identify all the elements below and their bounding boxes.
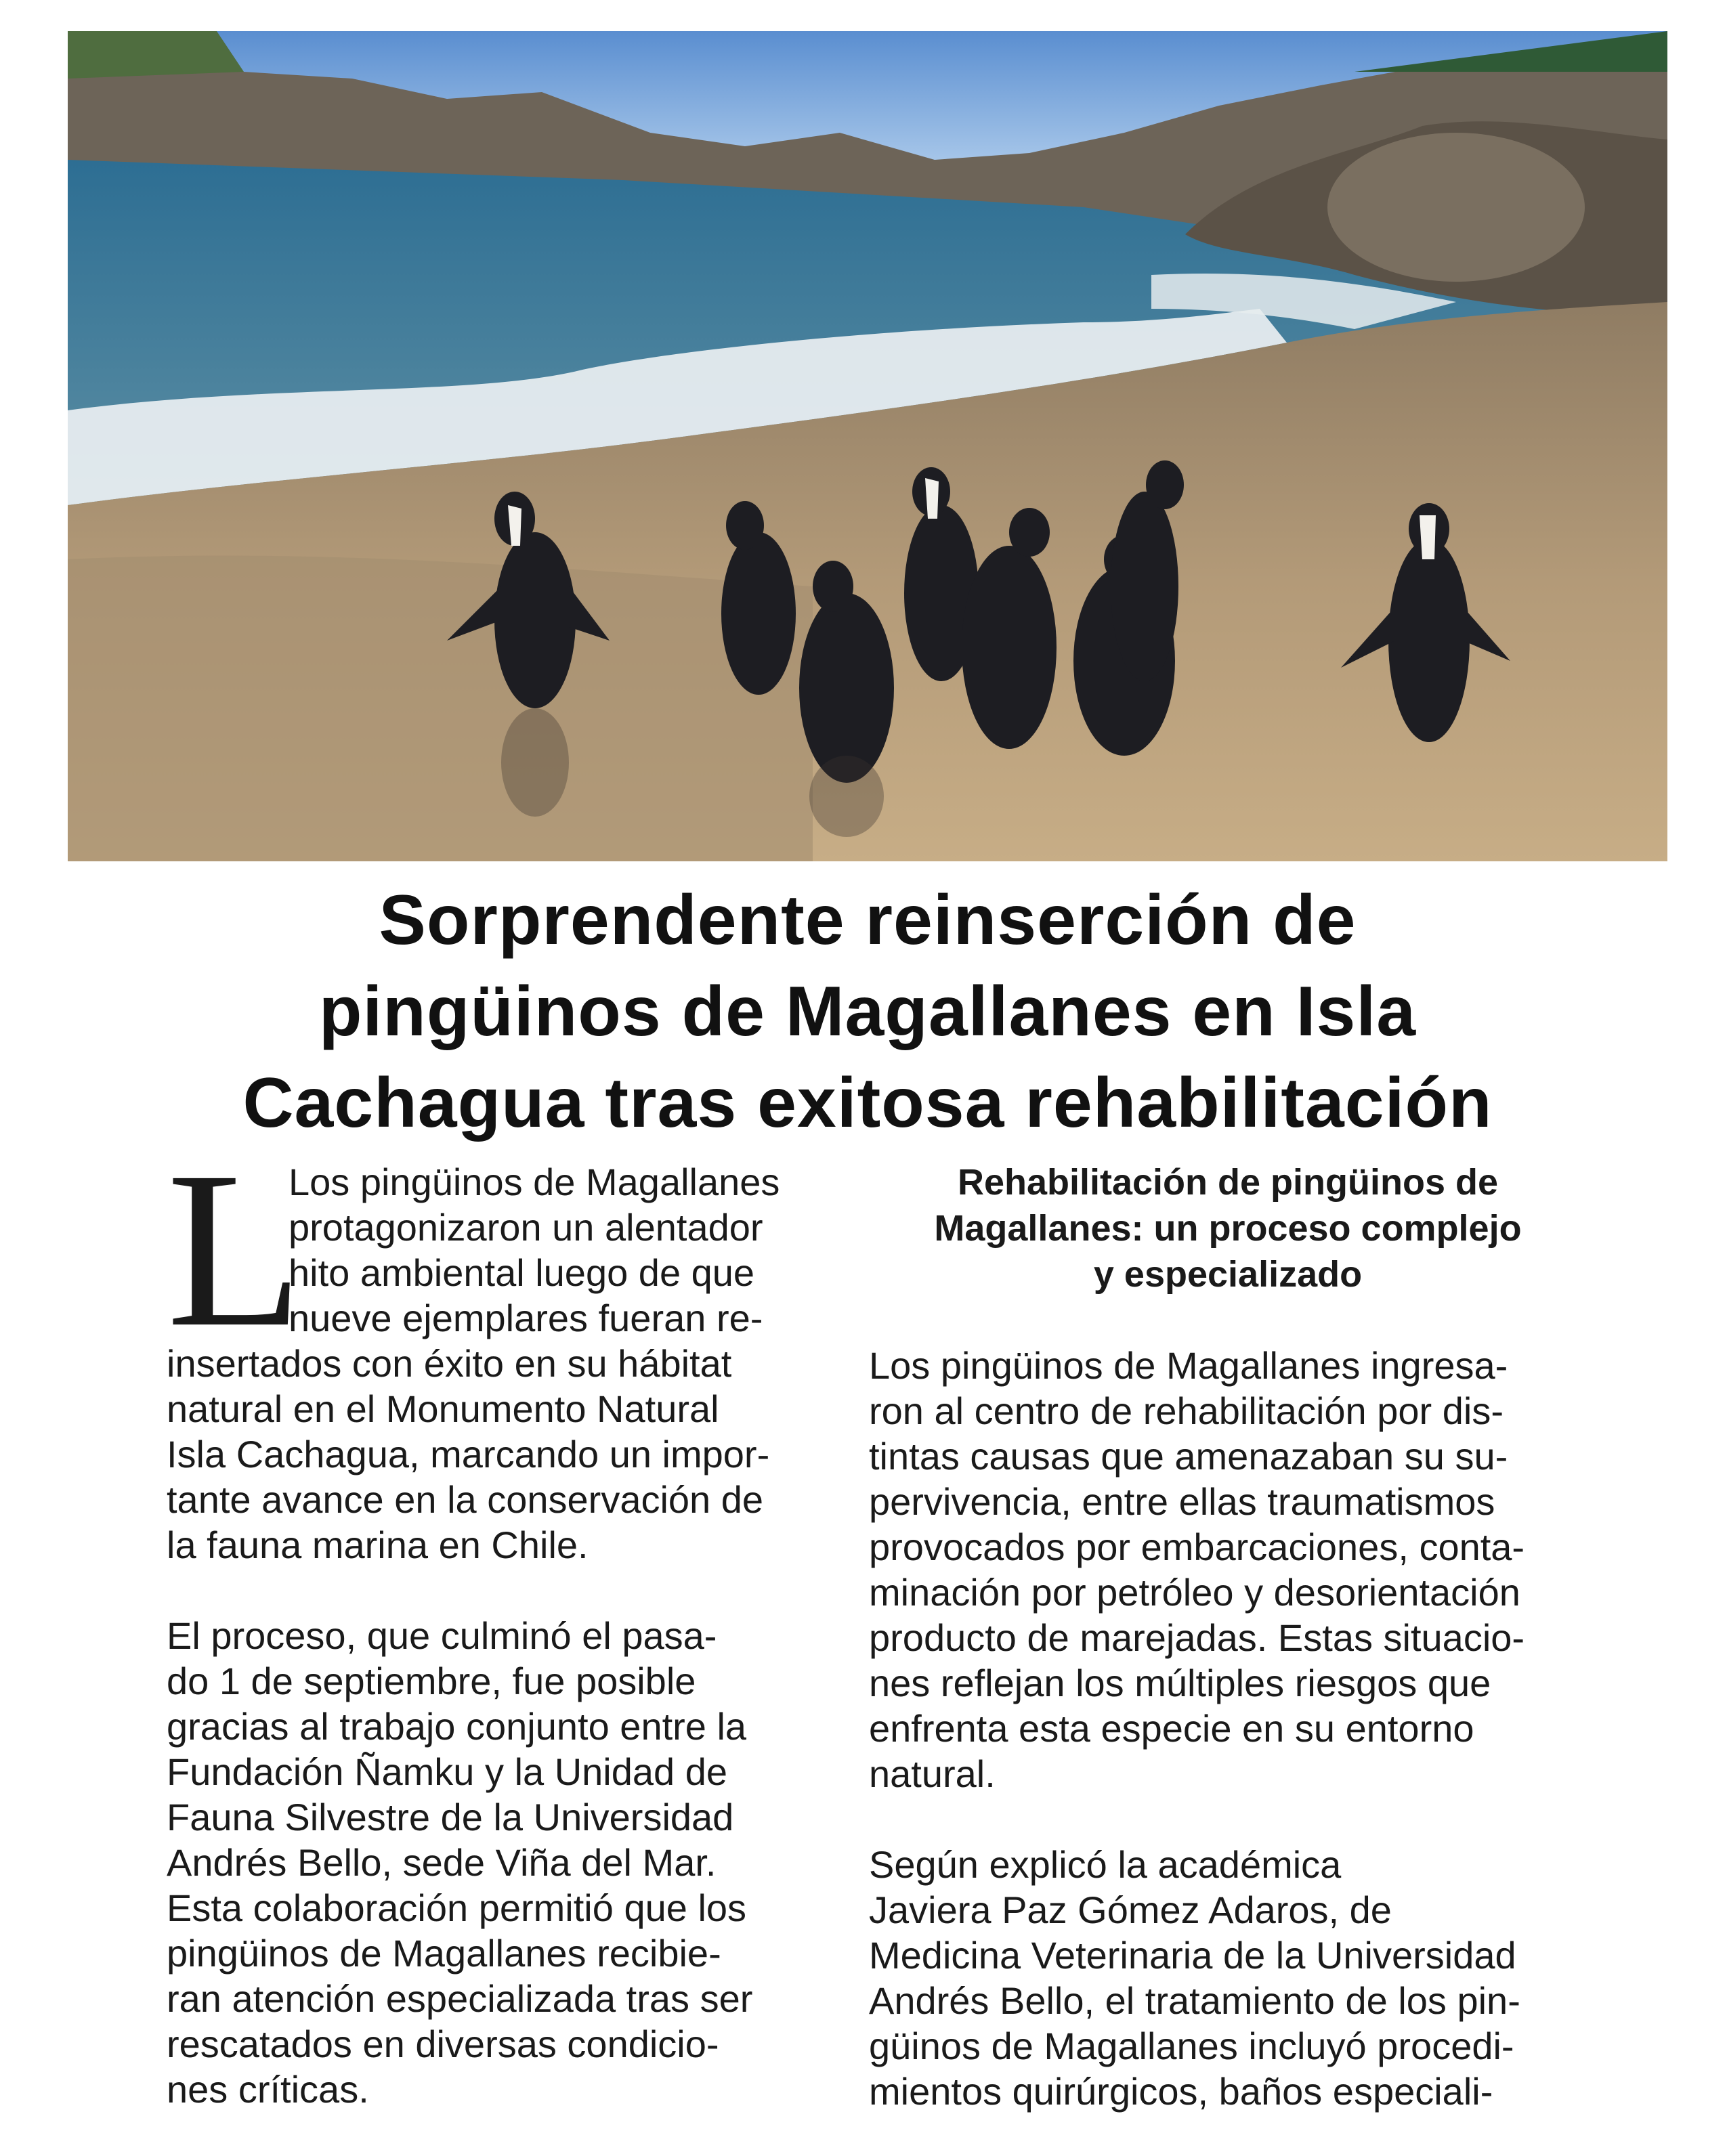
text-line: enfrenta esta especie en su entorno bbox=[869, 1707, 1474, 1750]
headline-line: pingüinos de Magallanes en Isla bbox=[318, 972, 1417, 1051]
text-line: producto de marejadas. Estas situacio- bbox=[869, 1616, 1525, 1659]
text-line: la fauna marina en Chile. bbox=[167, 1524, 589, 1566]
text-line: Los pingüinos de Magallanes bbox=[289, 1161, 780, 1203]
text-line: pingüinos de Magallanes recibie- bbox=[167, 1932, 721, 1975]
text-line: Medicina Veterinaria de la Universidad bbox=[869, 1934, 1516, 1977]
right-column bbox=[869, 1159, 1587, 2114]
text-line: Según explicó la académica bbox=[869, 1843, 1342, 1886]
text-line: tante avance en la conservación de bbox=[167, 1478, 764, 1521]
text-line: Esta colaboración permitió que los bbox=[167, 1886, 747, 1929]
text-line: Andrés Bello, sede Viña del Mar. bbox=[167, 1841, 717, 1884]
text-line: nes críticas. bbox=[167, 2068, 369, 2111]
text-line: nueve ejemplares fueran re- bbox=[289, 1297, 763, 1339]
text-line: Fauna Silvestre de la Universidad bbox=[167, 1796, 734, 1838]
left-column bbox=[167, 1126, 844, 2112]
text-line: Fundación Ñamku y la Unidad de bbox=[167, 1750, 728, 1793]
text-line: El proceso, que culminó el pasa- bbox=[167, 1614, 717, 1657]
paragraph bbox=[167, 1126, 844, 1568]
text-line: natural en el Monumento Natural bbox=[167, 1387, 719, 1430]
text-line: tintas causas que amenazaban su su- bbox=[869, 1435, 1508, 1478]
text-line: Los pingüinos de Magallanes ingresa- bbox=[869, 1344, 1508, 1387]
text-line: Isla Cachagua, marcando un impor- bbox=[167, 1433, 770, 1475]
text-line: insertados con éxito en su hábitat bbox=[167, 1342, 732, 1385]
text-line: rescatados en diversas condicio- bbox=[167, 2023, 719, 2065]
text-line: hito ambiental luego de que bbox=[289, 1251, 755, 1294]
text-line: nes reflejan los múltiples riesgos que bbox=[869, 1662, 1491, 1704]
text-line: mientos quirúrgicos, baños especiali- bbox=[869, 2070, 1493, 2113]
text-line: pervivencia, entre ellas traumatismos bbox=[869, 1480, 1495, 1523]
text-line: Javiera Paz Gómez Adaros, de bbox=[869, 1889, 1392, 1931]
headline-line: Cachagua tras exitosa rehabilitación bbox=[242, 1064, 1493, 1142]
article-photo bbox=[68, 31, 1667, 861]
subhead-line: Rehabilitación de pingüinos de bbox=[957, 1162, 1499, 1203]
text-line: ron al centro de rehabilitación por dis- bbox=[869, 1389, 1504, 1432]
text-line: güinos de Magallanes incluyó procedi- bbox=[869, 2025, 1514, 2067]
subhead-line: y especializado bbox=[1093, 1254, 1363, 1295]
text-line: natural. bbox=[869, 1752, 996, 1795]
text-line: gracias al trabajo conjunto entre la bbox=[167, 1705, 747, 1748]
penguins-on-beach-photo-icon bbox=[68, 31, 1667, 861]
paragraph bbox=[869, 1343, 1587, 1796]
paragraph bbox=[869, 1842, 1587, 2114]
text-line: Andrés Bello, el tratamiento de los pin- bbox=[869, 1979, 1520, 2022]
text-line: do 1 de septiembre, fue posible bbox=[167, 1660, 696, 1702]
text-line: minación por petróleo y desorientación bbox=[869, 1571, 1520, 1614]
paragraph bbox=[167, 1613, 844, 2112]
text-line: provocados por embarcaciones, conta- bbox=[869, 1526, 1525, 1568]
headline bbox=[68, 875, 1667, 1149]
text-line: ran atención especializada tras ser bbox=[167, 1977, 753, 2020]
section-subhead bbox=[869, 1159, 1587, 1297]
headline-line: Sorprendente reinserción de bbox=[379, 881, 1357, 960]
drop-cap: L bbox=[167, 1126, 303, 1373]
subhead-line: Magallanes: un proceso complejo bbox=[934, 1208, 1522, 1249]
text-line: protagonizaron un alentador bbox=[289, 1206, 763, 1249]
